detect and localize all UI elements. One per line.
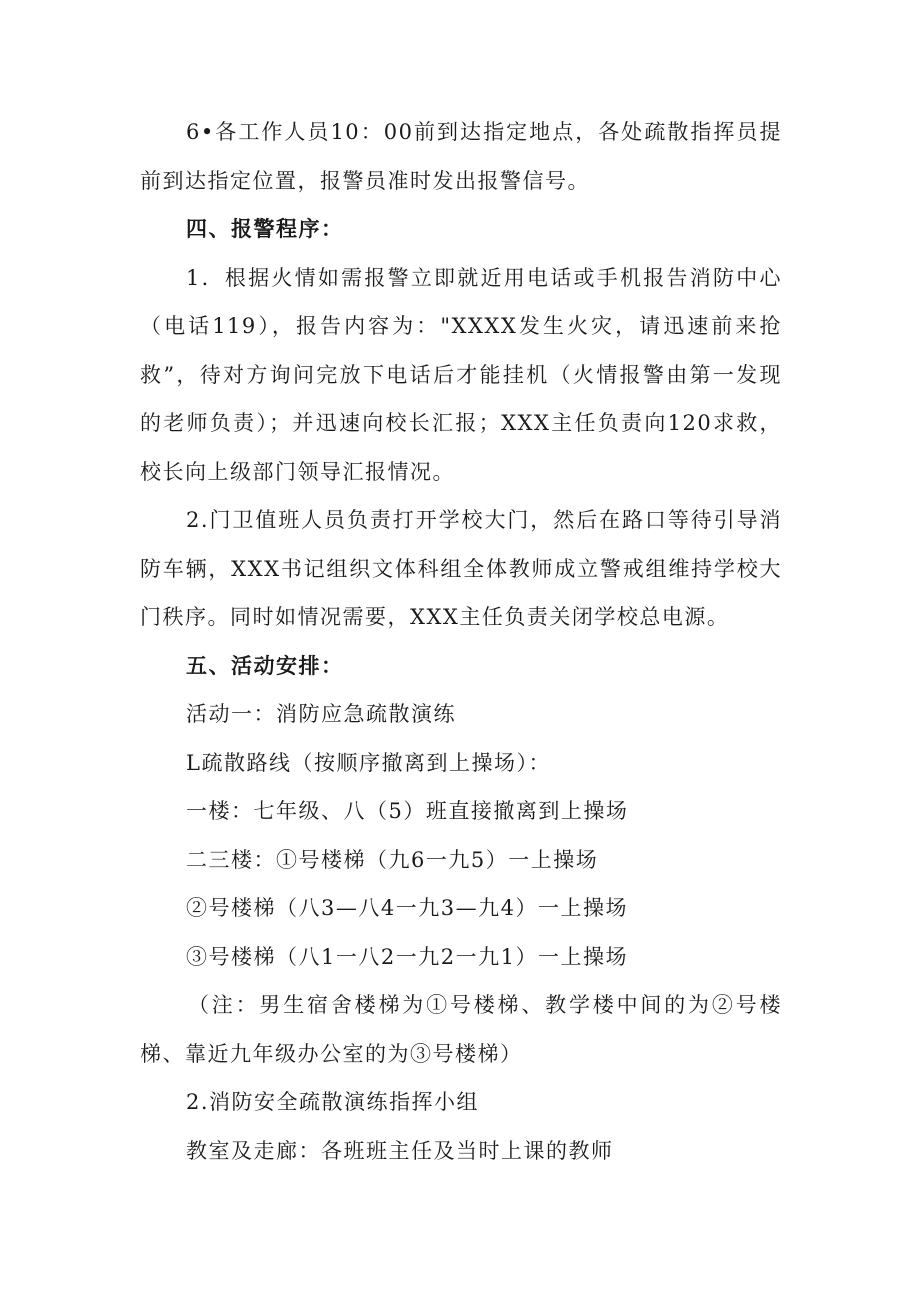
paragraph-alarm-step-1: 1．根据火情如需报警立即就近用电话或手机报告消防中心（电话119），报告内容为："XXXX发生火灾，请迅速前来抢救”，待对方询问完放下电话后才能挂机（火情报警由第一发现的老师负责）；并迅速向校长汇报；XXX主任负责向120求救，校长向上级部门领导汇报情况。 bbox=[140, 265, 782, 484]
paragraph-evacuation-route: L疏散路线（按顺序撤离到上操场）： bbox=[186, 750, 551, 775]
heading-activity-arrangement: 五、活动安排： bbox=[186, 652, 344, 678]
heading-alarm-procedure: 四、报警程序： bbox=[186, 216, 344, 241]
paragraph-stair-note: （注：男生宿舍楼梯为①号楼梯、教学楼中间的为②号楼梯、靠近九年级办公室的为③号楼梯） bbox=[140, 993, 782, 1066]
paragraph-alarm-step-2: 2.门卫值班人员负责打开学校大门，然后在路口等待引导消防车辆，XXX书记组织文体科组全体教师成立警戒组维持学校大门秩序。同时如情况需要，XXX主任负责关闭学校总电源。 bbox=[140, 508, 782, 629]
paragraph-stair-3: ③号楼梯（八1一八2一九2一九1）一上操场 bbox=[186, 944, 628, 969]
paragraph-activity-one: 活动一：消防应急疏散演练 bbox=[186, 702, 456, 726]
paragraph-first-floor: 一楼：七年级、八（5）班直接撤离到上操场 bbox=[186, 799, 629, 823]
paragraph-staff-arrival: 6•各工作人员10：00前到达指定地点，各处疏散指挥员提前到达指定位置，报警员准时发出报警信号。 bbox=[140, 120, 782, 193]
paragraph-stair-1: 二三楼：①号楼梯（九6一九5）一上操场 bbox=[186, 847, 599, 872]
paragraph-classroom-corridor: 教室及走廊：各班班主任及当时上课的教师 bbox=[186, 1138, 614, 1163]
paragraph-stair-2: ②号楼梯（八3—八4一九3—九4）一上操场 bbox=[186, 896, 628, 920]
paragraph-command-group: 2.消防安全疏散演练指挥小组 bbox=[186, 1090, 480, 1114]
